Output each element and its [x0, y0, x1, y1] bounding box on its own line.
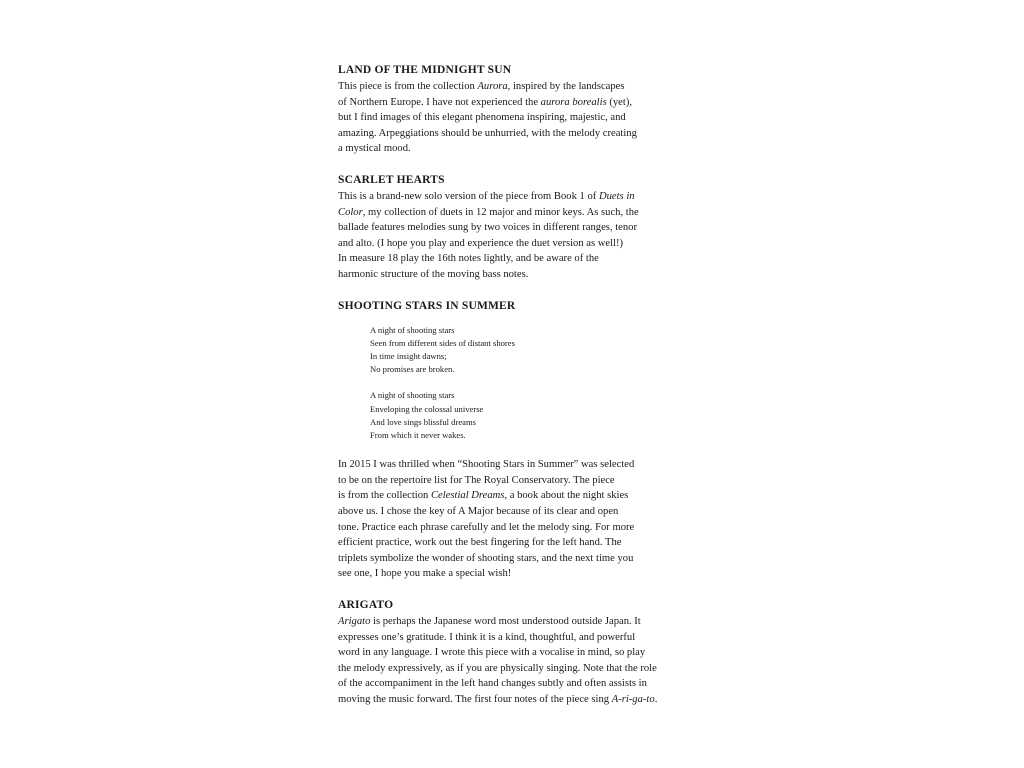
text-run: is from the collection	[338, 490, 431, 502]
text-run: .	[654, 693, 658, 705]
poem-line: And love sings blissful dreams	[370, 416, 476, 427]
italic-text: A-ri-ga-to	[611, 693, 655, 705]
paragraph-line: to be on the repertoire list for The Royal Conservatory. The piece	[338, 474, 615, 486]
text-run: (yet),	[606, 96, 632, 108]
paragraph-line	[338, 79, 698, 95]
paragraph-line: word in any language. I wrote this piece with a vocalise in mind, so play	[338, 647, 646, 659]
section-land-of-the-midnight-sun	[338, 62, 698, 157]
paragraph-line	[338, 189, 698, 205]
section-title: LAND OF THE MIDNIGHT SUN	[338, 64, 512, 76]
paragraph-line: expresses one’s gratitude. I think it is a kind, thoughtful, and powerful	[338, 631, 636, 643]
section-title: SHOOTING STARS IN SUMMER	[338, 299, 516, 312]
poem-line: A night of shooting stars	[370, 324, 455, 335]
text-run: This is a brand-new solo version of the piece from Book 1 of	[338, 190, 599, 202]
italic-text: Color	[338, 206, 363, 218]
paragraph-line: the melody expressively, as if you are physically singing. Note that the role	[338, 662, 657, 674]
paragraph-line	[338, 205, 698, 221]
italic-text: Arigato	[338, 615, 371, 627]
text-run: of Northern Europe. I have not experienced the	[338, 96, 541, 108]
paragraph-line: but I find images of this elegant phenomena inspiring, majestic, and	[338, 112, 626, 124]
poem-line: Seen from different sides of distant shores	[370, 337, 515, 348]
paragraph-line	[338, 692, 698, 708]
paragraph-line: of the accompaniment in the left hand changes subtly and often assists in	[338, 678, 647, 690]
paragraph-line: see one, I hope you make a special wish!	[338, 568, 512, 580]
section-title: SCARLET HEARTS	[338, 173, 445, 186]
paragraph-line: amazing. Arpeggiations should be unhurried, with the melody creating	[338, 127, 637, 139]
text-run: , a book about the night skies	[504, 490, 629, 502]
poem-line: From which it never wakes.	[370, 429, 466, 440]
paragraph-line: In measure 18 play the 16th notes lightly, and be aware of the	[338, 253, 599, 265]
paragraph-line	[338, 488, 698, 504]
paragraph-line	[338, 95, 698, 111]
italic-text: Celestial Dreams	[430, 490, 505, 502]
paragraph-line: triplets symbolize the wonder of shooting stars, and the next time you	[338, 552, 634, 564]
paragraph-line: and alto. (I hope you play and experience the duet version as well!)	[338, 237, 624, 249]
text-run: , inspired by the landscapes	[507, 81, 625, 92]
paragraph-line: harmonic structure of the moving bass notes.	[338, 268, 529, 280]
italic-text: Aurora	[477, 81, 508, 92]
poem-line: A night of shooting stars	[370, 390, 455, 401]
poem-stanza-2	[338, 389, 698, 442]
paragraph-line	[338, 614, 698, 630]
section-title: ARIGATO	[338, 598, 394, 611]
section-arigato	[338, 597, 698, 708]
italic-text: Duets in	[598, 190, 635, 202]
poem-line: No promises are broken.	[370, 364, 455, 375]
text-run: This piece is from the collection	[338, 81, 478, 92]
section-scarlet-hearts	[338, 172, 698, 283]
text-run: moving the music forward. The first four notes of the piece sing	[338, 693, 612, 705]
paragraph-line: efficient practice, work out the best fingering for the left hand. The	[338, 537, 622, 549]
text-run: is perhaps the Japanese word most understood outside Japan. It	[370, 615, 641, 627]
paragraph-line: above us. I chose the key of A Major because of its clear and open	[338, 505, 619, 517]
poem-line: Enveloping the colossal universe	[370, 403, 484, 414]
poem-stanza-1	[338, 324, 698, 377]
paragraph-line: ballade features melodies sung by two voices in different ranges, tenor	[338, 222, 637, 234]
italic-text: aurora borealis	[540, 96, 607, 108]
text-run: , my collection of duets in 12 major and minor keys. As such, the	[362, 206, 639, 218]
paragraph-line: a mystical mood.	[338, 143, 411, 155]
paragraph-line: tone. Practice each phrase carefully and let the melody sing. For more	[338, 521, 635, 533]
section-shooting-stars-in-summer	[338, 298, 698, 582]
document-page	[338, 62, 698, 707]
poem-line: In time insight dawns;	[370, 350, 447, 361]
paragraph-line: In 2015 I was thrilled when “Shooting Stars in Summer” was selected	[338, 459, 635, 471]
